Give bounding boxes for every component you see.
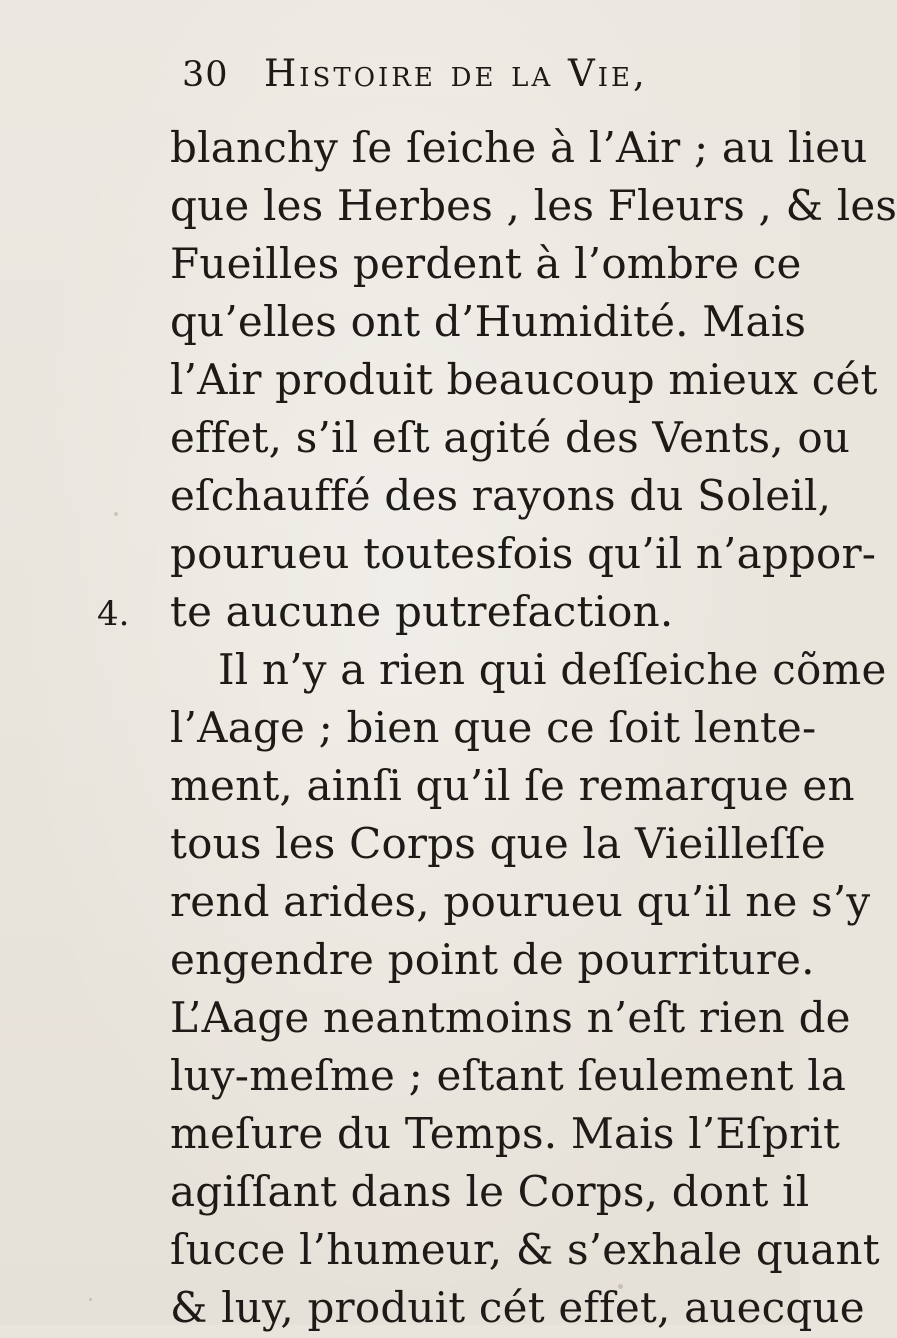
text-line: qu’elles ont d’Humidité. Mais	[170, 297, 807, 346]
text-line: l’Air produit beaucoup mieux cét	[170, 355, 878, 404]
text-line: ſucce l’humeur, & s’exhale quant	[170, 1225, 880, 1274]
text-line: blanchy ſe ſeiche à l’Air ; au lieu	[170, 123, 868, 172]
paper-speck	[714, 560, 717, 563]
text-line: & luy, produit cét effet, auecque	[170, 1283, 865, 1332]
text-line: te aucune putrefaction.	[170, 587, 674, 636]
text-line: tous les Corps que la Vieilleſſe	[170, 819, 826, 868]
paper-speck	[618, 1284, 623, 1289]
text-line: ment, ainſi qu’il ſe remarque en	[170, 761, 855, 810]
text-line: pourueu toutesfois qu’il n’appor-	[170, 529, 877, 578]
text-line: Fueilles perdent à l’ombre ce	[170, 239, 802, 288]
text-line: eſchauffé des rayons du Soleil,	[170, 471, 832, 520]
section-marker: 4.	[97, 594, 130, 634]
page-header	[182, 52, 752, 110]
page-number: 30	[182, 55, 229, 95]
running-title: Histoire de la Vie,	[264, 52, 648, 95]
text-line: agiſſant dans le Corps, dont il	[170, 1167, 810, 1216]
text-line: L’Aage neantmoins n’eſt rien de	[170, 993, 851, 1042]
text-line: Il n’y a rien qui deſſeiche cõme	[218, 645, 887, 694]
text-line: luy-meſme ; eſtant ſeulement la	[170, 1051, 847, 1100]
paper-speck	[114, 512, 118, 516]
text-line: effet, s’il eſt agité des Vents, ou	[170, 413, 851, 462]
paper-speck	[89, 1298, 92, 1301]
text-line: meſure du Temps. Mais l’Eſprit	[170, 1109, 841, 1158]
text-line: que les Herbes , les Fleurs , & les	[170, 181, 897, 230]
text-line: rend arides, pourueu qu’il ne s’y	[170, 877, 871, 926]
text-line: engendre point de pourriture.	[170, 935, 815, 984]
text-line: l’Aage ; bien que ce ſoit lente-	[170, 703, 817, 752]
